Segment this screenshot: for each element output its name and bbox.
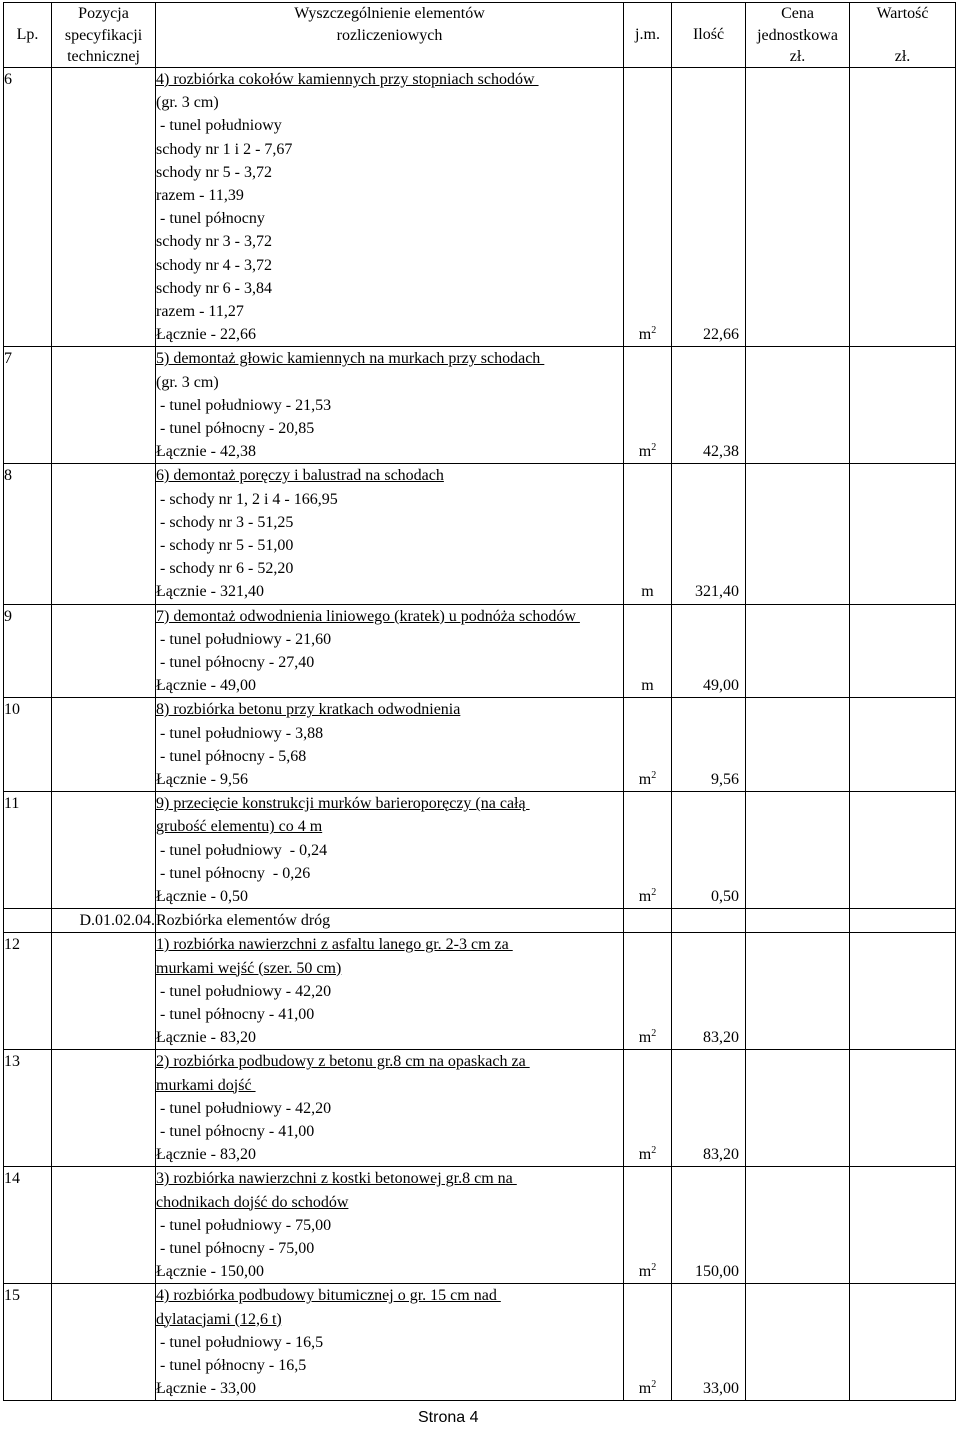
unit-symbol: m	[641, 677, 654, 695]
description-line: 4) rozbiórka cokołów kamiennych przy stopniach schodów	[156, 71, 539, 88]
row-unit	[624, 1284, 672, 1401]
description-line: - schody nr 1, 2 i 4 - 166,95	[156, 490, 338, 508]
row-quantity	[672, 604, 746, 698]
row-spec-value	[52, 1167, 155, 1190]
description-line: - tunel północny - 16,5	[156, 1356, 307, 1374]
row-description	[156, 604, 624, 698]
row-lp	[4, 347, 52, 464]
description-line: murkami wejść (szer. 50 cm)	[156, 959, 342, 977]
description-line: - tunel południowy - 21,53	[156, 396, 332, 414]
header-desc-line: rozliczeniowych	[336, 27, 443, 44]
row-description	[156, 1050, 624, 1167]
row-lp	[4, 1284, 52, 1401]
table-row	[4, 1167, 956, 1284]
row-description	[156, 698, 624, 792]
row-spec	[52, 68, 156, 347]
unit-symbol: m	[638, 1263, 652, 1281]
row-spec-value	[52, 792, 155, 815]
description-line: schody nr 5 - 3,72	[156, 163, 272, 181]
description-line: - tunel południowy - 0,24	[156, 841, 328, 859]
row-unit	[624, 698, 672, 792]
row-spec-value	[52, 1284, 155, 1307]
unit-symbol: m	[638, 1029, 652, 1047]
row-quantity-value: 22,66	[703, 326, 739, 344]
description-line: 6) demontaż poręczy i balustrad na schodach	[156, 467, 444, 485]
description-line: Łącznie - 9,56	[156, 770, 248, 788]
unit-symbol: m	[638, 770, 652, 788]
row-unit-value	[624, 323, 671, 346]
description-line: razem - 11,39	[156, 186, 244, 204]
row-unit-price	[746, 347, 850, 464]
cost-estimate-table	[3, 2, 956, 1401]
row-spec	[52, 1050, 156, 1167]
row-value	[850, 604, 956, 698]
description-line: Łącznie - 0,50	[156, 887, 248, 905]
row-unit-price	[746, 933, 850, 1050]
row-lp	[4, 792, 52, 909]
row-lp	[4, 909, 52, 933]
row-quantity	[672, 909, 746, 933]
row-lp-value	[4, 909, 51, 932]
row-value	[850, 1284, 956, 1401]
description-line: 5) demontaż głowic kamiennych na murkach przy schodach	[156, 350, 545, 368]
row-description	[156, 909, 624, 933]
row-unit-value	[624, 1143, 671, 1166]
description-line: Łącznie - 150,00	[156, 1263, 264, 1281]
row-lp-value: 6	[4, 71, 12, 88]
row-unit-value	[624, 580, 671, 603]
row-lp-value: 11	[4, 795, 20, 813]
unit-exponent: 2	[651, 1262, 657, 1274]
row-description	[156, 1167, 624, 1284]
row-lp	[4, 933, 52, 1050]
row-quantity-value: 33,00	[703, 1380, 739, 1398]
row-unit	[624, 68, 672, 347]
row-lp	[4, 698, 52, 792]
description-line: Łącznie - 42,38	[156, 443, 256, 461]
row-lp-value: 14	[4, 1170, 20, 1188]
row-unit-price	[746, 68, 850, 347]
row-unit	[624, 933, 672, 1050]
unit-exponent: 2	[651, 1028, 657, 1040]
description-line: 2) rozbiórka podbudowy z betonu gr.8 cm na opaskach za	[156, 1053, 530, 1071]
row-lp	[4, 1167, 52, 1284]
description-line: - tunel północny - 5,68	[156, 747, 307, 765]
description-line: - tunel północny - 20,85	[156, 419, 315, 437]
description-line: - schody nr 5 - 51,00	[156, 536, 294, 554]
row-lp-value: 9	[4, 607, 12, 625]
row-lp-value: 12	[4, 936, 20, 954]
description-line: Łącznie - 83,20	[156, 1029, 256, 1047]
row-value	[850, 464, 956, 604]
description-line: Łącznie - 49,00	[156, 677, 256, 695]
table-body	[4, 68, 956, 1401]
header-spec	[52, 3, 156, 68]
row-unit-price	[746, 792, 850, 909]
row-description	[156, 347, 624, 464]
description-line: 1) rozbiórka nawierzchni z asfaltu lanego gr. 2-3 cm za	[156, 936, 513, 954]
row-value	[850, 68, 956, 347]
row-spec	[52, 933, 156, 1050]
row-quantity	[672, 792, 746, 909]
unit-symbol: m	[641, 583, 654, 601]
description-line: schody nr 3 - 3,72	[156, 233, 272, 251]
row-unit-value	[624, 1026, 671, 1049]
row-unit-price	[746, 464, 850, 604]
description-line: schody nr 6 - 3,84	[156, 279, 272, 297]
row-unit-value	[624, 1260, 671, 1283]
row-quantity	[672, 1167, 746, 1284]
row-unit	[624, 1050, 672, 1167]
row-quantity	[672, 464, 746, 604]
unit-exponent: 2	[651, 325, 657, 337]
row-quantity	[672, 1284, 746, 1401]
row-lp	[4, 604, 52, 698]
row-unit	[624, 347, 672, 464]
row-lp	[4, 68, 52, 347]
row-quantity-value: 49,00	[703, 677, 739, 695]
description-line: murkami dojść	[156, 1076, 256, 1094]
description-line: schody nr 1 i 2 - 7,67	[156, 140, 293, 158]
description-line: - schody nr 3 - 51,25	[156, 513, 294, 531]
description-line: - tunel południowy - 21,60	[156, 630, 332, 648]
unit-symbol: m	[638, 443, 652, 461]
row-spec-value	[52, 933, 155, 956]
row-unit-price	[746, 909, 850, 933]
description-line: (gr. 3 cm)	[156, 373, 219, 391]
header-spec-line: specyfikacji	[64, 27, 143, 44]
row-quantity	[672, 1050, 746, 1167]
row-unit-value	[624, 768, 671, 791]
table-row	[4, 1050, 956, 1167]
unit-symbol: m	[638, 887, 652, 905]
row-unit-value	[624, 909, 671, 932]
description-line: 4) rozbiórka podbudowy bitumicznej o gr. 15 cm nad	[156, 1287, 501, 1305]
description-line: Rozbiórka elementów dróg	[156, 912, 331, 930]
row-lp-value: 13	[4, 1053, 20, 1071]
header-desc	[156, 3, 624, 68]
row-spec	[52, 1167, 156, 1284]
header-price-line: zł.	[789, 48, 806, 65]
row-description	[156, 792, 624, 909]
header-lp	[4, 3, 52, 68]
row-quantity-value: 83,20	[703, 1146, 739, 1164]
row-description	[156, 464, 624, 604]
row-spec	[52, 347, 156, 464]
table-header	[4, 3, 956, 68]
row-spec	[52, 909, 156, 933]
row-lp	[4, 1050, 52, 1167]
header-lp-label: Lp.	[16, 26, 39, 43]
row-value	[850, 1167, 956, 1284]
unit-exponent: 2	[651, 1145, 657, 1157]
header-jm-label: j.m.	[635, 26, 660, 43]
description-line: Łącznie - 33,00	[156, 1380, 256, 1398]
description-line: - tunel północny - 41,00	[156, 1122, 315, 1140]
description-line: grubość elementu) co 4 m	[156, 818, 323, 836]
description-line: razem - 11,27	[156, 302, 244, 320]
table-row	[4, 604, 956, 698]
header-value-line: zł.	[894, 48, 911, 65]
description-line: - tunel północny - 75,00	[156, 1239, 315, 1257]
description-line: - tunel południowy - 3,88	[156, 724, 324, 742]
table-row	[4, 909, 956, 933]
row-unit	[624, 604, 672, 698]
header-jm	[624, 3, 672, 68]
description-line: 8) rozbiórka betonu przy kratkach odwodnienia	[156, 701, 461, 719]
table-row	[4, 347, 956, 464]
description-line: - tunel południowy	[156, 117, 282, 135]
row-spec-value: D.01.02.04.	[79, 912, 155, 930]
row-unit	[624, 909, 672, 933]
row-spec-value	[52, 698, 155, 721]
row-unit-value	[624, 440, 671, 463]
header-value	[850, 3, 956, 68]
description-line: 3) rozbiórka nawierzchni z kostki betonowej gr.8 cm na	[156, 1170, 517, 1188]
header-spec-line: Pozycja	[78, 5, 129, 22]
unit-exponent: 2	[651, 1379, 657, 1391]
row-spec-value	[52, 1050, 155, 1073]
row-spec	[52, 792, 156, 909]
row-spec-value	[52, 464, 155, 487]
row-spec-value	[52, 605, 155, 628]
table-row	[4, 698, 956, 792]
row-lp-value: 10	[4, 701, 20, 719]
unit-symbol: m	[638, 1380, 652, 1398]
row-quantity-value: 42,38	[703, 443, 739, 461]
row-unit-value	[624, 885, 671, 908]
row-quantity-value: 321,40	[695, 583, 739, 601]
header-price-line: Cena	[781, 5, 814, 22]
unit-exponent: 2	[651, 442, 657, 454]
row-quantity-value: 83,20	[703, 1029, 739, 1047]
row-spec	[52, 1284, 156, 1401]
description-line: - schody nr 6 - 52,20	[156, 560, 294, 578]
row-spec	[52, 604, 156, 698]
row-quantity-value: 150,00	[695, 1263, 739, 1281]
row-unit-price	[746, 1167, 850, 1284]
header-qty	[672, 3, 746, 68]
row-lp	[4, 464, 52, 604]
description-line: dylatacjami (12,6 t)	[156, 1310, 282, 1328]
row-spec	[52, 698, 156, 792]
row-unit-price	[746, 1050, 850, 1167]
description-line: (gr. 3 cm)	[156, 94, 219, 112]
row-quantity	[672, 347, 746, 464]
description-line: 9) przecięcie konstrukcji murków barieroporęczy (na całą	[156, 795, 530, 813]
row-quantity	[672, 698, 746, 792]
row-quantity-value: 9,56	[711, 770, 739, 788]
description-line: - tunel południowy - 16,5	[156, 1333, 324, 1351]
row-unit	[624, 1167, 672, 1284]
row-value	[850, 698, 956, 792]
row-unit-value	[624, 674, 671, 697]
unit-exponent: 2	[651, 769, 657, 781]
row-lp-value: 15	[4, 1287, 20, 1305]
unit-symbol: m	[638, 326, 652, 344]
description-line: - tunel północny - 0,26	[156, 864, 311, 882]
table-row	[4, 1284, 956, 1401]
row-quantity-value: 0,50	[711, 887, 739, 905]
description-line: - tunel północny	[156, 210, 265, 228]
row-quantity-value	[672, 909, 745, 932]
row-value	[850, 909, 956, 933]
row-unit-price	[746, 698, 850, 792]
row-description	[156, 1284, 624, 1401]
description-line: - tunel południowy - 75,00	[156, 1216, 332, 1234]
table-row	[4, 464, 956, 604]
row-unit-price	[746, 1284, 850, 1401]
header-spec-line: technicznej	[67, 48, 140, 65]
row-spec-value	[52, 68, 155, 91]
unit-exponent: 2	[651, 886, 657, 898]
description-line: Łącznie - 22,66	[156, 326, 256, 344]
header-value-line: Wartość	[876, 5, 929, 22]
description-line: schody nr 4 - 3,72	[156, 256, 272, 274]
description-line: Łącznie - 83,20	[156, 1146, 256, 1164]
row-spec-value	[52, 347, 155, 370]
description-line: - tunel południowy - 42,20	[156, 1099, 332, 1117]
header-desc-line: Wyszczególnienie elementów	[294, 5, 485, 22]
header-value-line	[850, 25, 955, 47]
header-price	[746, 3, 850, 68]
row-quantity	[672, 933, 746, 1050]
row-description	[156, 933, 624, 1050]
description-line: 7) demontaż odwodnienia liniowego (kratek) u podnóża schodów	[156, 607, 580, 625]
row-value	[850, 792, 956, 909]
table-row	[4, 933, 956, 1050]
row-value	[850, 347, 956, 464]
description-line: Łącznie - 321,40	[156, 583, 264, 601]
unit-symbol: m	[638, 1146, 652, 1164]
description-line: - tunel północny - 27,40	[156, 653, 315, 671]
row-unit	[624, 792, 672, 909]
table-row	[4, 792, 956, 909]
row-spec	[52, 464, 156, 604]
table-row	[4, 68, 956, 347]
row-description	[156, 68, 624, 347]
header-qty-label: Ilość	[692, 26, 725, 43]
row-lp-value: 8	[4, 467, 12, 485]
row-lp-value: 7	[4, 350, 12, 368]
row-unit	[624, 464, 672, 604]
row-unit-value	[624, 1377, 671, 1400]
header-price-line: jednostkowa	[757, 27, 838, 44]
row-quantity	[672, 68, 746, 347]
row-value	[850, 1050, 956, 1167]
description-line: chodnikach dojść do schodów	[156, 1193, 349, 1211]
page-number: Strona 4	[418, 1409, 479, 1426]
description-line: - tunel południowy - 42,20	[156, 982, 332, 1000]
description-line: - tunel północny - 41,00	[156, 1005, 315, 1023]
row-unit-price	[746, 604, 850, 698]
row-value	[850, 933, 956, 1050]
